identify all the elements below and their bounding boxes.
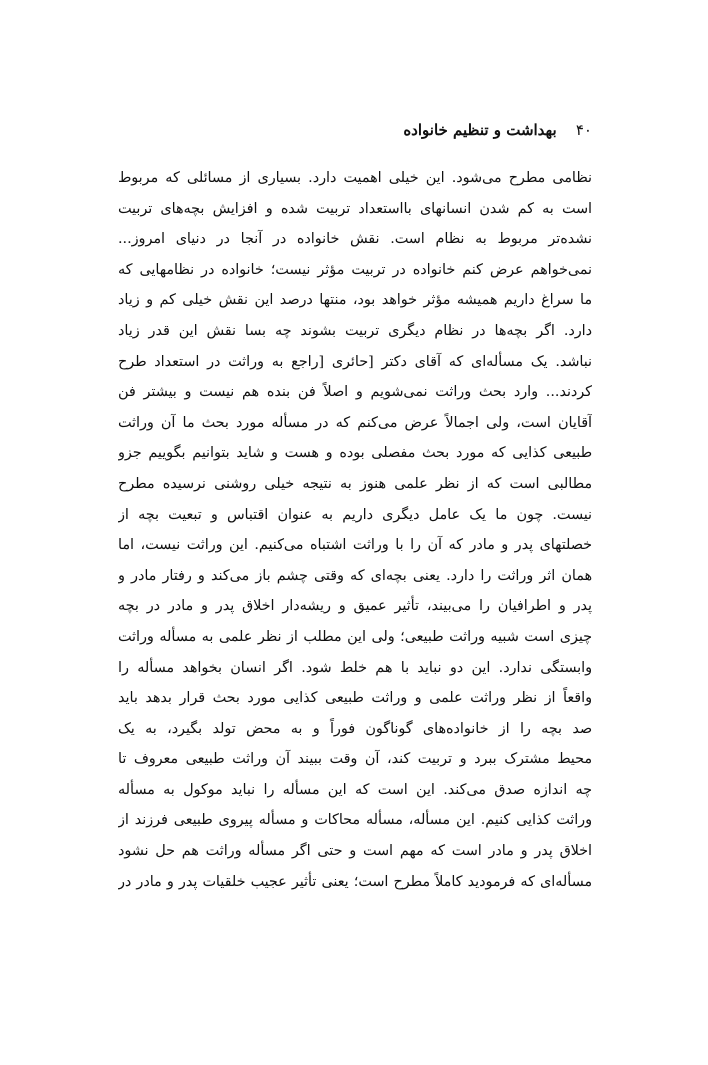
text-line: نیست. چون ما یک عامل دیگری داریم به عنوان اقتباس و تبعیت بچه از xyxy=(118,506,592,523)
body-text xyxy=(118,163,592,897)
text-line: طبیعی کذایی که مورد بحث مفصلی بوده و هست و شاید بتوانیم بگوییم جزو xyxy=(118,445,592,462)
text-line: نباشد. یک مسأله‌ای که آقای دکتر [حائری [راجع به وراثت در استعداد طرح xyxy=(118,353,592,370)
text-line: نظامی مطرح می‌شود. این خیلی اهمیت دارد. بسیاری از مسائلی که مربوط xyxy=(118,170,592,186)
running-head xyxy=(118,120,592,140)
text-line: مسأله‌ای که فرمودید کاملاً مطرح است؛ یعنی تأثیر عجیب خلقیات پدر و مادر در xyxy=(118,873,592,890)
text-line: دارد. اگر بچه‌ها در نظام دیگری تربیت بشوند چه بسا نقش این قدر زیاد xyxy=(118,322,592,339)
page-number: ۴۰ xyxy=(575,121,592,139)
text-line: ما سراغ داریم همیشه مؤثر خواهد بود، منتها درصد این نقش خیلی کم و زیاد xyxy=(118,292,592,309)
running-head-title: بهداشت و تنظیم خانواده xyxy=(403,121,557,139)
text-line: است به کم شدن انسانهای بااستعداد تربیت شده و افزایش بچه‌های تربیت xyxy=(118,200,592,217)
text-line: پدر و اطرافیان را می‌بیند، تأثیر عمیق و ریشه‌دار اخلاق پدر و مادر در بچه xyxy=(118,598,592,615)
text-line: نمی‌خواهم عرض کنم خانواده در تربیت مؤثر نیست؛ خانواده در نظامهایی که xyxy=(118,261,592,278)
text-line: صد بچه را از خانواده‌های گوناگون فوراً و به محض تولد بگیرد، به یک xyxy=(118,720,592,737)
text-line: نشده‌تر مربوط به نظام است. نقش خانواده در آنجا در دنیای امروز... xyxy=(118,231,592,248)
text-line: کردند... وارد بحث وراثت نمی‌شویم و اصلاً فن بنده هم نیست و بیشتر فن xyxy=(118,384,592,401)
text-line: مطالبی است که از نظر علمی هنوز به نتیجه خیلی روشنی نرسیده مطرح xyxy=(118,475,592,492)
text-line: همان اثر وراثت را دارد. یعنی بچه‌ای که وقتی چشم باز می‌کند و رفتار مادر و xyxy=(118,567,592,584)
text-line: وراثت کذایی کنیم. این مسأله، مسأله محاکات و مسأله پیروی طبیعی فرزند از xyxy=(118,812,592,829)
text-line: اخلاق پدر و مادر است که مهم است و حتی اگر مسأله وراثت هم حل نشود xyxy=(118,843,592,860)
text-line: محیط مشترک ببرد و تربیت کند، آن وقت ببیند آن وراثت طبیعی معروف تا xyxy=(118,751,592,768)
text-line: چه اندازه صدق می‌کند. این است که این مسأله را نباید موکول به مسأله xyxy=(118,781,592,798)
text-line: وابستگی ندارد. این دو نباید با هم خلط شود. اگر انسان بخواهد مسأله را xyxy=(118,659,592,676)
text-line: چیزی است شبیه وراثت طبیعی؛ ولی این مطلب از نظر علمی به مسأله وراثت xyxy=(118,628,592,645)
text-line: واقعاً از نظر وراثت علمی و وراثت طبیعی کذایی مورد بحث قرار بدهد باید xyxy=(118,690,592,707)
text-line: آقایان است، ولی اجمالاً عرض می‌کنم که در مسأله مورد بحث ما آن وراثت xyxy=(118,414,592,431)
text-line: خصلتهای پدر و مادر که آن را با وراثت اشتباه می‌کنیم. این وراثت نیست، اما xyxy=(118,537,592,554)
